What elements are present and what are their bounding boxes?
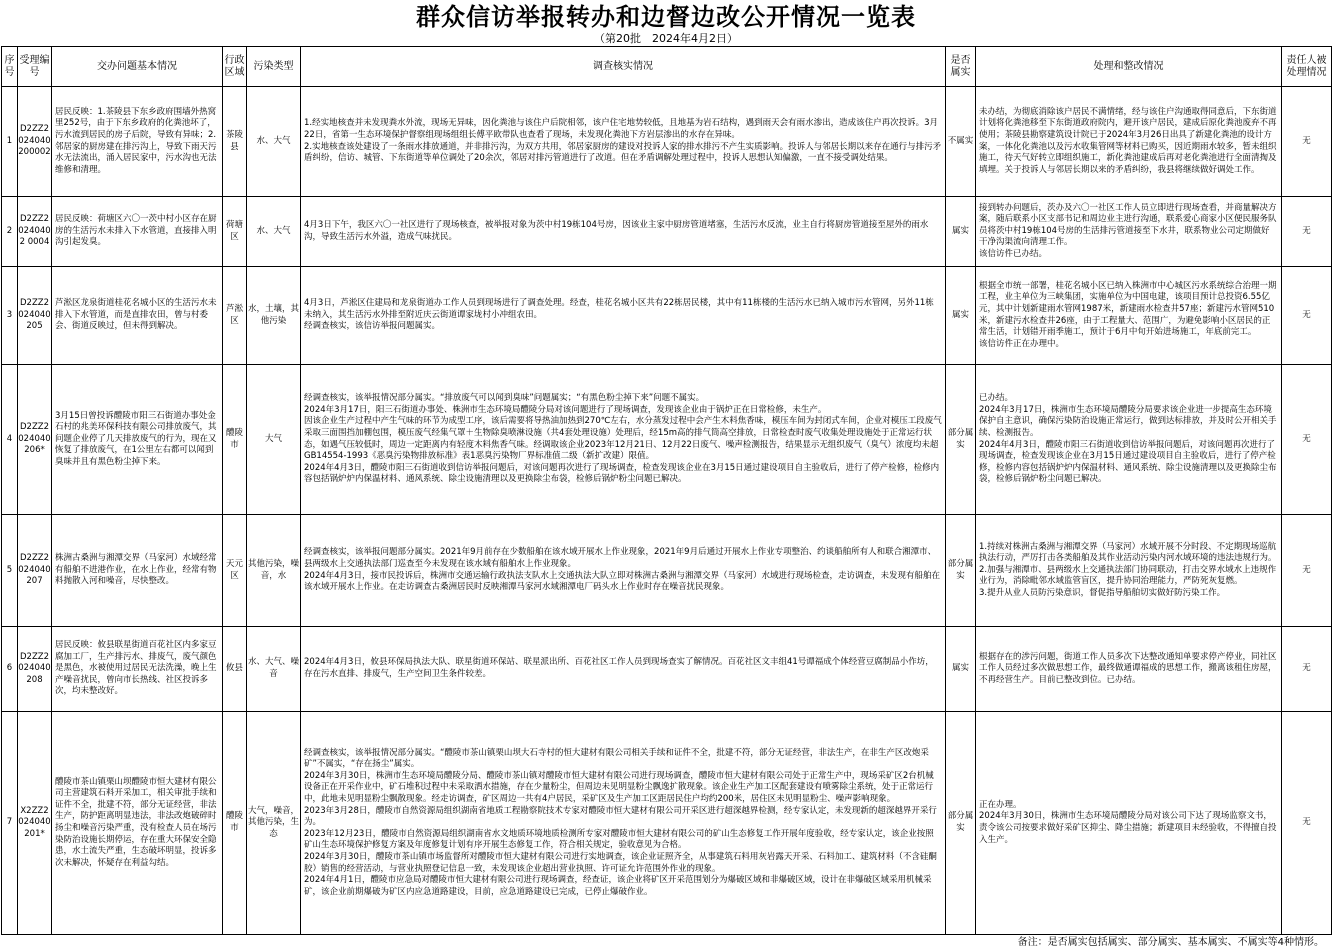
row-index: 5 xyxy=(2,515,18,627)
row-region: 醴陵市 xyxy=(223,365,247,515)
row-investigation: 2024年4月3日，攸县环保局执法大队、联星街道环保站、联星派出所、百花社区工作人员到现场查实了解情况。百花社区文丰组41号谭福成个体经营豆腐制品小作坊，存在污水直排、排废气，生产空间卫生条件较差。 xyxy=(301,627,946,712)
row-accountability: 无 xyxy=(1282,197,1332,267)
row-issue: 居民反映：荷塘区六〇一茨中村小区存在厨房的生活污水未排入下水管道，直接排入明沟引起发臭。 xyxy=(52,197,223,267)
row-verified: 不属实 xyxy=(946,87,976,197)
row-accountability: 无 xyxy=(1282,267,1332,365)
row-pollution: 其他污染，噪音，水 xyxy=(247,515,301,627)
row-region: 醴陵市 xyxy=(223,712,247,935)
row-handling: 根据存在的涉污问题，街道工作人员多次下达整改通知单要求停产停业，同社区工作人员经过多次做思想工作，最终做通谭福成的思想工作，搬离该租住房屋，不再经营生产。目前已整改到位。已办结。 xyxy=(976,627,1282,712)
row-pollution: 水、大气 xyxy=(247,87,301,197)
row-accountability: 无 xyxy=(1282,712,1332,935)
row-verified: 属实 xyxy=(946,197,976,267)
table-row xyxy=(2,197,1332,267)
header-code: 受理编号 xyxy=(18,47,52,87)
row-investigation: 1.经实地核查并未发现粪水外流，现场无异味，因化粪池与该住户后院相邻，该户住宅地势较低，且地基为岩石结构，遇到雨天会有雨水渗出，造成该住户再次投诉。3月22日，省第一生态环境保护督察组现场组组长傅平欧带队也查看了现场，未发现化粪池下方岩层渗出的水存在异味。 2.实地核查该处建设了一条雨水排放通道，并非排污沟，为双方共用，邻居家厨房的建设对投诉人家的排水排污不产生实质影响。投诉人与邻居长期以来存在通行与排污矛盾纠纷，信访、城管、下东街道等单位调处了20余次，邻居对排污管道进行了改道。但在矛盾调解处理过程中，投诉人思想认知偏激，一直不接受调处结果。 xyxy=(301,87,946,197)
report-table xyxy=(1,46,1332,935)
table-row xyxy=(2,627,1332,712)
row-index: 2 xyxy=(2,197,18,267)
row-pollution: 水，土壤，其他污染 xyxy=(247,267,301,365)
row-region: 天元区 xyxy=(223,515,247,627)
row-code: D2ZZ2024040207 xyxy=(18,515,52,627)
header-handling: 处理和整改情况 xyxy=(976,47,1282,87)
row-accountability: 无 xyxy=(1282,365,1332,515)
row-index: 4 xyxy=(2,365,18,515)
header-accountability: 责任人被处理情况 xyxy=(1282,47,1332,87)
table-row xyxy=(2,87,1332,197)
row-handling: 1.持续对株洲古桑洲与湘潭交界（马家河）水域开展不分时段、不定期现场巡航执法行动，严厉打击各类船舶及其作业活动污染内河水域环境的违法违规行为。 2.加强与湘潭市、县两级水上交通执法部门协同联动，打击交界水域水上违规作业行为，消除毗邻水域监管盲区，提升协同治理能力，严防死灰复燃。 3.提升从业人员防污染意识，督促指导船舶切实做好防污染工作。 xyxy=(976,515,1282,627)
row-code: D2ZZ2024040206* xyxy=(18,365,52,515)
row-code: X2ZZ2024040201* xyxy=(18,712,52,935)
row-accountability: 无 xyxy=(1282,627,1332,712)
row-index: 1 xyxy=(2,87,18,197)
row-index: 7 xyxy=(2,712,18,935)
table-row xyxy=(2,267,1332,365)
row-code: D2ZZ2024040208 xyxy=(18,627,52,712)
row-region: 攸县 xyxy=(223,627,247,712)
row-issue: 3月15日曾投诉醴陵市阳三石街道办事处金石村的兆美环保科技有限公司排放废气，其问题企业停了几天排放废气的行为，现在又恢复了排放废气，在1公里左右都可以闻到臭味并且有黑色粉尘掉下来。 xyxy=(52,365,223,515)
row-issue: 株洲古桑洲与湘潭交界（马家河）水域经常有船舶不进港作业，在水上作业，经常有物料抛散入河和噪音，尽快整改。 xyxy=(52,515,223,627)
page-title: 群众信访举报转办和边督边改公开情况一览表 xyxy=(416,3,916,31)
row-verified: 部分属实 xyxy=(946,365,976,515)
row-accountability: 无 xyxy=(1282,87,1332,197)
header-investigation: 调查核实情况 xyxy=(301,47,946,87)
row-code: D2ZZ20240402 0004 xyxy=(18,197,52,267)
row-pollution: 水、大气、噪音 xyxy=(247,627,301,712)
row-issue: 芦淞区龙泉街道桂花名城小区的生活污水未排入下水管道，而是直排农田，曾与村委会、街道反映过，但未得到解决。 xyxy=(52,267,223,365)
row-handling: 未办结，为彻底消除该户居民不满情绪，经与该住户沟通取得同意后，下东街道计划将化粪池移至下东街道政府院内，避开该户居民，建成后原化粪池废弃不再使用；茶陵县勘察建筑设计院已于2024年3月26日出具了新建化粪池的设计方案，一体化化粪池以及污水收集管网等材料已购买，因近期雨水较多，暂未组织施工，待天气好转立即组织施工，新化粪池建成后再对老化粪池进行全面清掏及填埋。关于投诉人与邻居长期以来的矛盾纠纷，我县将继续做好调处工作。 xyxy=(976,87,1282,197)
row-verified: 部分属实 xyxy=(946,712,976,935)
row-region: 芦淞区 xyxy=(223,267,247,365)
row-code: D2ZZ2024040205 xyxy=(18,267,52,365)
row-investigation: 4月3日，芦淞区住建局和龙泉街道办工作人员到现场进行了调查处理。经查，桂花名城小区共有22栋居民楼，其中有11栋楼的生活污水已纳入城市污水管网，另外11栋未纳入，其生活污水外排至附近庆云街道谭家垅村小冲组农田。 经调查核实，该信访举报问题属实。 xyxy=(301,267,946,365)
header-issue: 交办问题基本情况 xyxy=(52,47,223,87)
row-pollution: 水、大气 xyxy=(247,197,301,267)
header-region: 行政区域 xyxy=(223,47,247,87)
row-verified: 部分属实 xyxy=(946,515,976,627)
row-verified: 属实 xyxy=(946,627,976,712)
row-handling: 接到转办问题后，茨办及六〇一社区工作人员立即进行现场查看，并商量解决方案，随后联系小区支部书记和周边业主进行沟通，联系爱心商家小区便民服务队员将茨中村19栋104号房的生活排污管道接至下水井，联系物业公司定期做好干净沟渠流向清理工作。 该信访件已办结。 xyxy=(976,197,1282,267)
row-accountability: 无 xyxy=(1282,515,1332,627)
row-region: 茶陵县 xyxy=(223,87,247,197)
row-pollution: 大气 xyxy=(247,365,301,515)
row-code: D2ZZ2024040200002 xyxy=(18,87,52,197)
row-investigation: 经调查核实，该举报问题部分属实。2021年9月前存在少数船舶在该水域开展水上作业现象，2021年9月后通过开展水上作业专项整治、约谈船舶所有人和联合湘潭市、县两级水上交通执法部门巡查至今未发现在该水域有船舶水上作业现象。 2024年4月3日，接市民投诉后，株洲市交通运输行政执法支队水上交通执法大队立即对株洲古桑洲与湘潭交界（马家河）水域进行现场检查，走访调查，未发现有船舶在该水域开展水上作业。在走访调查古桑洲居民时反映湘潭马家河水域湘潭电厂码头水上作业时存在噪音扰民现象。 xyxy=(301,515,946,627)
row-index: 6 xyxy=(2,627,18,712)
row-investigation: 经调查核实，该举报情况部分属实。“排放废气可以闻到臭味”问题属实；“有黑色粉尘掉下来”问题不属实。 2024年3月17日，阳三石街道办事处、株洲市生态环境局醴陵分局对该问题进行了现场调查，发现该企业由于锅炉正在日常检修，未生产。 因该企业生产过程中产生气味的环节为成型工序，该后需要将导热油加热到270℃左右，水分蒸发过程中会产生木料焦香味，模压车间为封闭式车间，企业对模压工段废气采取三面围挡加棚包围，模压废气经集气罩＋生物除臭喷淋设施（共4套处理设施）处理后，经15m高的排气筒高空排放，日常检查时废气收集处理设施处于正常运行状态，如遇气压较低时，周边一定距离内有轻度木料焦香气味。经调取该企业2023年12月21日、12月22日废气、噪声检测报告，结果显示无组织废气（臭气）浓度均未超GB14554-1993《恶臭污染物排放标准》表1恶臭污染物厂界标准值二级（新扩改建）限值。 2024年4月3日，醴陵市阳三石街道收到信访举报问题后，对该问题再次进行了现场调查，检查发现该企业在3月15日通过建设项目自主验收后，进行了停产检修，检修内容包括锅炉炉内保温材料、通风系统、除尘设施清理以及更换除尘布袋，检修后锅炉粉尘问题已解决。 xyxy=(301,365,946,515)
table-header-row xyxy=(2,47,1332,87)
page-subtitle: （第20批 2024年4月2日） xyxy=(594,32,738,45)
row-pollution: 大气，噪音，其他污染，生态 xyxy=(247,712,301,935)
row-issue: 醴陵市茶山镇栗山坝醴陵市恒大建材有限公司主营建筑石料开采加工，相关审批手续和证件不全，批建不符，部分无证经营，非法生产，防护距离明显违法，非法改炮破碎时扬尘和噪音污染严重，没有检查人员在场污染防治设施长期停运，存在重大环保安全隐患，水土流失严重，生态破坏明显，投诉多次未解决，怀疑存在利益勾结。 xyxy=(52,712,223,935)
table-row xyxy=(2,712,1332,935)
row-handling: 正在办理。 2024年3月30日，株洲市生态环境局醴陵分局对该公司下达了现场监察文书，责令该公司按要求做好采矿区抑尘、降尘措施；新建项目未经验收，不得擅自投入生产。 xyxy=(976,712,1282,935)
table-row xyxy=(2,365,1332,515)
header-pollution: 污染类型 xyxy=(247,47,301,87)
table-row xyxy=(2,515,1332,627)
row-region: 荷塘区 xyxy=(223,197,247,267)
row-issue: 居民反映：1.茶陵县下东乡政府围墙外热窝里252号，由于下东乡政府的化粪池坏了，污水流到居民的房子后院，导致有异味；2.邻居家的厨房建在排污沟上，导致下雨天污水无法流出，涌入居民家中，污水沟也无法维修和清理。 xyxy=(52,87,223,197)
header-verified: 是否属实 xyxy=(946,47,976,87)
row-issue: 居民反映：攸县联星街道百花社区内多家豆腐加工厂，生产排污水、排废气，废气颜色是黑色，水被使用过居民无法洗澡，晚上生产噪音扰民，曾向市长热线、社区投诉多次，均未整改好。 xyxy=(52,627,223,712)
row-handling: 已办结。 2024年3月17日，株洲市生态环境局醴陵分局要求该企业进一步提高生态环境保护自主意识，确保污染防治设施正常运行，做到达标排放，并及时公开相关手续、检测报告。 2024年4月3日，醴陵市阳三石街道收到信访举报问题后，对该问题再次进行了现场调查，检查发现该企业在3月15日通过建设项目自主验收后，进行了停产检修，检修内容包括锅炉炉内保温材料、通风系统、除尘设施清理以及更换除尘布袋，检修后锅炉粉尘问题已解决。 xyxy=(976,365,1282,515)
header-index: 序号 xyxy=(2,47,18,87)
row-index: 3 xyxy=(2,267,18,365)
row-investigation: 4月3日下午，我区六〇一社区进行了现场核查，被举报对象为茨中村19栋104号房，因该业主家中厨房管道堵塞，生活污水反流，业主自行将厨房管道接至屋外的雨水沟，导致生活污水外溢，造成气味扰民。 xyxy=(301,197,946,267)
row-investigation: 经调查核实，该举报情况部分属实。“醴陵市茶山镇栗山坝大石寺村的恒大建材有限公司相关手续和证件不全，批建不符，部分无证经营，非法生产，在非生产区改炮采矿”不属实，“存在扬尘”属实。 2024年3月30日，株洲市生态环境局醴陵分局、醴陵市茶山镇对醴陵市恒大建材有限公司进行现场调查，醴陵市恒大建材有限公司处于正常生产中，现场采矿区2台机械设备正在开采作业中，矿石堆积过程中未采取洒水措施，存在少量粉尘，但周边未见明显粉尘飘逸扩散现象。该企业生产加工区配套建设有喷雾除尘系统，处于正常运行中，此地未见明显粉尘飘散现象。经走访调查，矿区周边一共有4户居民，采矿区及生产加工区距居民住户均约200米，居住区未见明显粉尘、噪声影响现象。 2023年3月28日，醴陵市自然资源局组织湖南省地质工程勘察院技术专家对醴陵市恒大建材有限公司开采区进行超深越界检测，经专家认定，未发现新的超深越界开采行为。 2023年12月23日，醴陵市自然资源局组织湖南省水文地质环境地质检测所专家对醴陵市恒大建材有限公司的矿山生态修复工作开展年度验收，经专家认定，该企业按照矿山生态环境保护修复方案及年度修复计划有序开展生态修复工作，符合相关规定，验收意见为合格。 2024年3月30日，醴陵市茶山镇市场监督所对醴陵市恒大建材有限公司进行实地调查，该企业证照齐全，从事建筑石料用灰岩露天开采、石料加工、建筑材料（不含硅酮胶）销售的经营活动，与营业执照登记信息一致，未发现该企业超出营业执照、许可证允许范围外作业的现象。 2024年4月1日，醴陵市应急局对醴陵市恒大建材有限公司进行现场调查，经查证，该企业将矿区开采范围划分为爆破区域和非爆破区域，设计在非爆破区域采用机械采矿，该企业前期爆破为矿区内应急道路建设，目前，应急道路建设已完成，已停止爆破作业。 xyxy=(301,712,946,935)
footnote: 备注：是否属实包括属实、部分属实、基本属实、不属实等4种情形。 xyxy=(1017,937,1324,948)
row-handling: 根据全市统一部署，桂花名城小区已纳入株洲市中心城区污水系统综合治理一期工程，业主单位为三峡集团，实施单位为中国电建，该项目预计总投资6.55亿元，其中计划新建雨水管网1987米，新建雨水检查井57座；新建污水管网510米，新建污水检查井26座，由于工程量大、范围广，为避免影响小区居民的正常生活，计划错开雨季施工，预计于6月中旬开始进场施工，年底前完工。 该信访件正在办理中。 xyxy=(976,267,1282,365)
row-verified: 属实 xyxy=(946,267,976,365)
